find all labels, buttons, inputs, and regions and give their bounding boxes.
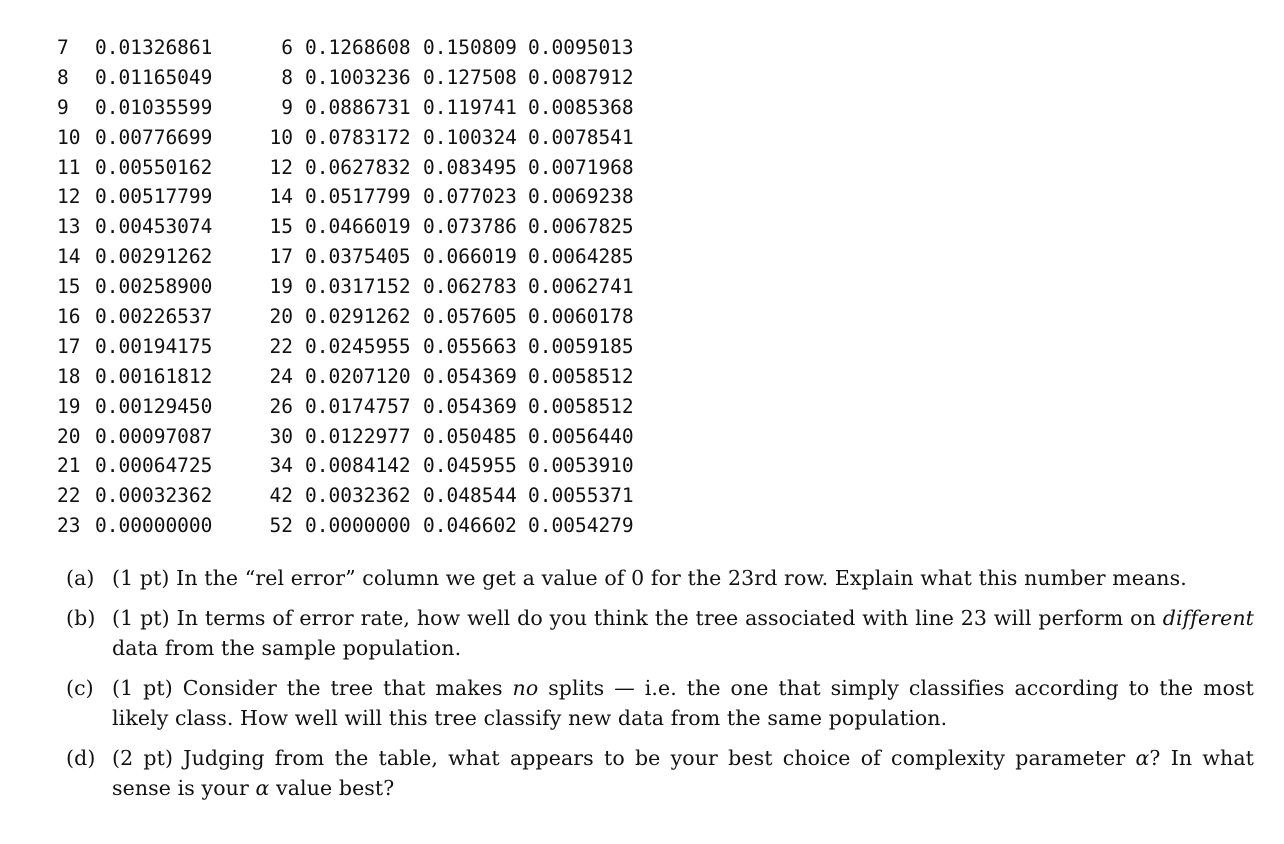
question-d [66, 743, 1254, 803]
xstd-value: 0.0054279 [528, 514, 634, 538]
question-b-label: (b) [66, 606, 96, 630]
rel-error-value: 0.0375405 [305, 245, 411, 269]
xerror-value: 0.054369 [423, 394, 517, 418]
xerror-value: 0.100324 [423, 125, 517, 149]
xerror-value: 0.046602 [423, 514, 517, 538]
row-index: 15 [57, 275, 81, 299]
nsplit-value: 24 [269, 364, 293, 388]
rel-error-value: 0.0317152 [305, 275, 411, 299]
table-row [57, 272, 638, 302]
rel-error-value: 0.0291262 [305, 305, 411, 329]
table-row [57, 212, 638, 242]
cp-value: 0.00064725 [95, 454, 213, 478]
nsplit-value: 20 [269, 305, 293, 329]
rel-error-value: 0.0122977 [305, 424, 411, 448]
xerror-value: 0.055663 [423, 334, 517, 358]
row-index: 22 [57, 484, 81, 508]
table-row [57, 123, 638, 153]
nsplit-value: 14 [269, 185, 293, 209]
xstd-value: 0.0060178 [528, 305, 634, 329]
cp-value: 0.00032362 [95, 484, 213, 508]
xstd-value: 0.0085368 [528, 95, 634, 119]
row-index: 12 [57, 185, 81, 209]
xerror-value: 0.077023 [423, 185, 517, 209]
nsplit-value: 15 [269, 215, 293, 239]
xerror-value: 0.150809 [423, 36, 517, 59]
table-row [57, 182, 638, 212]
cp-value: 0.00226537 [95, 305, 213, 329]
table-row [57, 63, 638, 93]
nsplit-value: 26 [269, 394, 293, 418]
question-b-text-1: (1 pt) In terms of error rate, how well do you think the tree associated with line 23 will perform on [112, 606, 1163, 630]
xerror-value: 0.048544 [423, 484, 517, 508]
rel-error-value: 0.1268608 [305, 36, 411, 59]
rel-error-value: 0.0032362 [305, 484, 411, 508]
xstd-value: 0.0095013 [528, 36, 634, 59]
cp-value: 0.01326861 [95, 36, 213, 59]
rel-error-value: 0.0000000 [305, 514, 411, 538]
nsplit-value: 17 [269, 245, 293, 269]
question-b-text-2: data from the sample population. [112, 636, 462, 660]
cp-value: 0.00161812 [95, 364, 213, 388]
question-list [66, 563, 1254, 813]
nsplit-value: 19 [269, 275, 293, 299]
nsplit-value: 22 [269, 334, 293, 358]
xerror-value: 0.083495 [423, 155, 517, 179]
xerror-value: 0.127508 [423, 65, 517, 89]
cp-value: 0.00258900 [95, 275, 213, 299]
rel-error-value: 0.0245955 [305, 334, 411, 358]
rel-error-value: 0.0466019 [305, 215, 411, 239]
question-b [66, 603, 1254, 663]
nsplit-value: 52 [269, 514, 293, 538]
nsplit-value: 10 [269, 125, 293, 149]
cp-value: 0.00550162 [95, 155, 213, 179]
nsplit-value: 9 [281, 95, 293, 119]
table-row [57, 93, 638, 123]
xstd-value: 0.0069238 [528, 185, 634, 209]
cp-value: 0.00291262 [95, 245, 213, 269]
question-c-emphasis: no [512, 676, 539, 700]
alpha-symbol: α [1135, 746, 1150, 770]
xstd-value: 0.0056440 [528, 424, 634, 448]
question-a-label: (a) [66, 566, 95, 590]
cp-table [57, 33, 638, 541]
xerror-value: 0.073786 [423, 215, 517, 239]
alpha-symbol: α [255, 776, 270, 800]
xerror-value: 0.066019 [423, 245, 517, 269]
xstd-value: 0.0062741 [528, 275, 634, 299]
table-row [57, 422, 638, 452]
xerror-value: 0.045955 [423, 454, 517, 478]
row-index: 19 [57, 394, 81, 418]
xerror-value: 0.050485 [423, 424, 517, 448]
rel-error-value: 0.0886731 [305, 95, 411, 119]
cp-value: 0.01165049 [95, 65, 213, 89]
row-index: 10 [57, 125, 81, 149]
row-index: 23 [57, 514, 81, 538]
question-d-text-3: value best? [269, 776, 395, 800]
table-row [57, 451, 638, 481]
xstd-value: 0.0055371 [528, 484, 634, 508]
xstd-value: 0.0064285 [528, 245, 634, 269]
row-index: 16 [57, 305, 81, 329]
table-row [57, 242, 638, 272]
xstd-value: 0.0058512 [528, 364, 634, 388]
xerror-value: 0.057605 [423, 305, 517, 329]
row-index: 8 [57, 65, 69, 89]
question-d-body [112, 743, 1254, 803]
table-row [57, 332, 638, 362]
table-row [57, 362, 638, 392]
question-b-emphasis: different [1162, 606, 1254, 630]
question-c [66, 673, 1254, 733]
rel-error-value: 0.0207120 [305, 364, 411, 388]
xstd-value: 0.0071968 [528, 155, 634, 179]
question-c-label: (c) [66, 676, 94, 700]
rel-error-value: 0.0174757 [305, 394, 411, 418]
cp-value: 0.00129450 [95, 394, 213, 418]
row-index: 9 [57, 95, 69, 119]
rel-error-value: 0.0783172 [305, 125, 411, 149]
row-index: 7 [57, 36, 69, 59]
question-b-body [112, 603, 1254, 663]
table-row [57, 511, 638, 541]
xstd-value: 0.0053910 [528, 454, 634, 478]
row-index: 17 [57, 334, 81, 358]
row-index: 11 [57, 155, 81, 179]
xstd-value: 0.0058512 [528, 394, 634, 418]
question-c-body [112, 673, 1254, 733]
table-row [57, 481, 638, 511]
xstd-value: 0.0059185 [528, 334, 634, 358]
xerror-value: 0.119741 [423, 95, 517, 119]
nsplit-value: 34 [269, 454, 293, 478]
nsplit-value: 8 [281, 65, 293, 89]
table-row [57, 153, 638, 183]
xerror-value: 0.054369 [423, 364, 517, 388]
rel-error-value: 0.0517799 [305, 185, 411, 209]
xstd-value: 0.0067825 [528, 215, 634, 239]
cp-value: 0.00097087 [95, 424, 213, 448]
row-index: 14 [57, 245, 81, 269]
question-d-text-2: ? In what sense is your [112, 746, 1254, 800]
table-row [57, 33, 638, 63]
row-index: 20 [57, 424, 81, 448]
rel-error-value: 0.0627832 [305, 155, 411, 179]
question-a-text: (1 pt) In the “rel error” column we get a value of 0 for the 23rd row. Explain what this number means. [112, 566, 1187, 590]
xstd-value: 0.0087912 [528, 65, 634, 89]
cp-value: 0.01035599 [95, 95, 213, 119]
question-c-text-1: (1 pt) Consider the tree that makes [112, 676, 513, 700]
nsplit-value: 42 [269, 484, 293, 508]
question-a [66, 563, 1254, 593]
row-index: 18 [57, 364, 81, 388]
question-d-label: (d) [66, 746, 96, 770]
cp-value: 0.00517799 [95, 185, 213, 209]
question-d-text-1: (2 pt) Judging from the table, what appears to be your best choice of complexity parameter [112, 746, 1136, 770]
row-index: 21 [57, 454, 81, 478]
nsplit-value: 12 [269, 155, 293, 179]
xstd-value: 0.0078541 [528, 125, 634, 149]
cp-value: 0.00776699 [95, 125, 213, 149]
question-c-text-2: splits — i.e. the one that simply classifies according to the most likely class. How well will this tree classify new data from the same population. [112, 676, 1254, 730]
nsplit-value: 30 [269, 424, 293, 448]
rel-error-value: 0.0084142 [305, 454, 411, 478]
table-row [57, 392, 638, 422]
cp-value: 0.00000000 [95, 514, 213, 538]
cp-value: 0.00194175 [95, 334, 213, 358]
nsplit-value: 6 [281, 36, 293, 59]
row-index: 13 [57, 215, 81, 239]
rel-error-value: 0.1003236 [305, 65, 411, 89]
xerror-value: 0.062783 [423, 275, 517, 299]
table-row [57, 302, 638, 332]
cp-value: 0.00453074 [95, 215, 213, 239]
